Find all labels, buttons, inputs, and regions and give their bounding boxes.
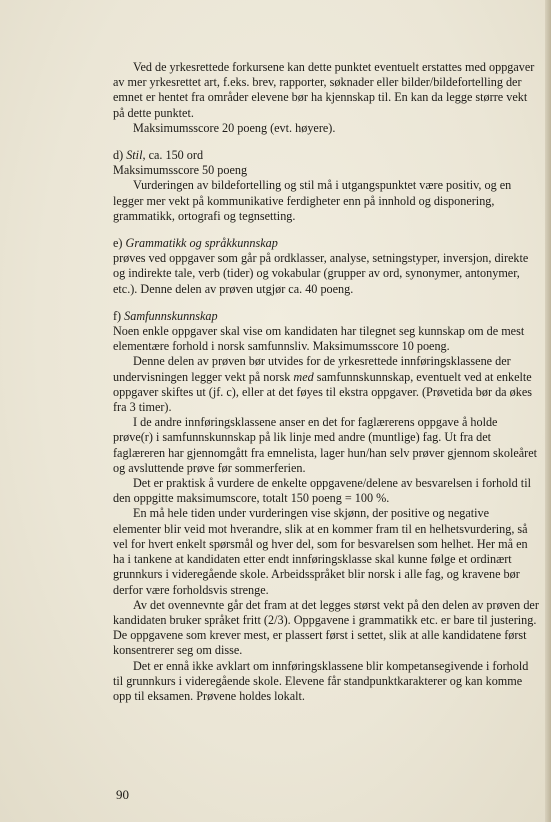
section-f-letter: f): [113, 308, 122, 323]
section-f: [113, 309, 539, 704]
section-d-score: Maksimumsscore 50 poeng: [113, 163, 248, 178]
section-f-paragraph-2: I de andre innføringsklassene anser en det for faglærerens oppgave å holde prøve(r) i samfunnskunnskap på lik linje med andre (muntlige) fag. Ut fra det faglæreren har gjennomgått fra emnelista, lager hun/han selv prøver gjennom skoleåret og avsluttende prøve før sommerferien.: [113, 415, 538, 475]
intro-paragraph: Ved de yrkesrettede forkursene kan dette punktet eventuelt erstattes med oppgaver av mer yrkesrettet art, f.eks. brev, rapporter, søknader eller bilder/bildefortelling der emnet er hentet fra områder elevene bør ha kjennskap til. En kan da legge større vekt på dette punktet.: [113, 60, 535, 120]
section-d-title-rest: ca. 150 ord: [145, 148, 204, 163]
section-f-paragraph-1: [113, 354, 539, 415]
section-f-intro: Noen enkle oppgaver skal vise om kandidaten har tilegnet seg kunnskap om de mest elementære forhold i norsk samfunnsliv. Maksimumsscore 10 poeng.: [113, 324, 525, 354]
section-f-paragraph-5: Av det ovennevnte går det fram at det legges størst vekt på den delen av prøven der kandidaten bruker språket fritt (2/3). Oppgavene i grammatikk etc. er bare til justering. De oppgavene som krever mest, er plassert først i settet, slik at alle kandidatene først konsentrerer seg om disse.: [113, 597, 539, 658]
intro-score: Maksimumsscore 20 poeng (evt. høyere).: [133, 120, 336, 135]
section-f-paragraph-4: En må hele tiden under vurderingen vise skjønn, der positive og negative elementer blir veid mot hverandre, slik at en kommer fram til en helhetsvurdering, så vel for hvert enkelt spørsmål og hver del, som for besvarelsen som helhet. Her må en ha i tankene at kandidaten etter endt innføringsklasse skal kunne følge et ordinært grunnkurs i videregående skole. Arbeidsspråket blir norsk i alle fag, og kravene bør derfor være forholdsvis strenge.: [113, 506, 528, 597]
section-e: [113, 236, 539, 297]
section-d-heading: [113, 148, 539, 163]
section-e-letter: e): [113, 236, 123, 251]
section-f-title: Samfunnskunnskap: [124, 308, 218, 323]
body-text: [113, 60, 539, 704]
section-d-paragraph: Vurderingen av bildefortelling og stil må i utgangspunktet være positiv, og en legger mer vekt på kommunikative ferdigheter enn på innhold og disponering, grammatikk, ortografi og tegnsetting.: [113, 178, 512, 223]
p1-after: samfunnskunnskap, eventuelt ved at enkelte oppgaver skiftes ut (jf. c), eller at det føyes til ekstra oppgaver. (Prøvetida bør da økes fra 3 timer).: [113, 369, 532, 415]
section-e-paragraph: prøves ved oppgaver som går på ordklasser, analyse, setningstyper, inversjon, direkte og indirekte tale, verb (tider) og vokabular (grupper av ord, synonymer, antonymer, etc.). Denne delen av prøven utgjør ca. 40 poeng.: [113, 251, 529, 296]
section-d-title: Stil,: [126, 148, 146, 163]
section-d: [113, 148, 539, 224]
section-f-paragraph-6: Det er ennå ikke avklart om innføringsklassene blir kompetansegivende i forhold til grunnkurs i videregående skole. Elevene får standpunktkarakterer og kan komme opp til eksamen. Prøvene holdes lokalt.: [113, 658, 529, 703]
section-e-title: Grammatikk og språkkunnskap: [125, 236, 278, 251]
section-e-heading: [113, 236, 539, 251]
intro-block: [113, 60, 539, 136]
p1-emphasis: med: [293, 369, 314, 384]
section-f-heading: [113, 309, 539, 324]
page-number: 90: [116, 787, 129, 802]
section-d-letter: d): [113, 148, 124, 163]
p1-before: Denne delen av prøven bør utvides for de yrkesrettede innføringsklassene der undervisningen legger vekt på norsk: [113, 354, 511, 384]
section-f-paragraph-3: Det er praktisk å vurdere de enkelte oppgavene/delene av besvarelsen i forhold til den oppgitte maksimumscore, totalt 150 poeng = 100 %.: [113, 476, 531, 506]
